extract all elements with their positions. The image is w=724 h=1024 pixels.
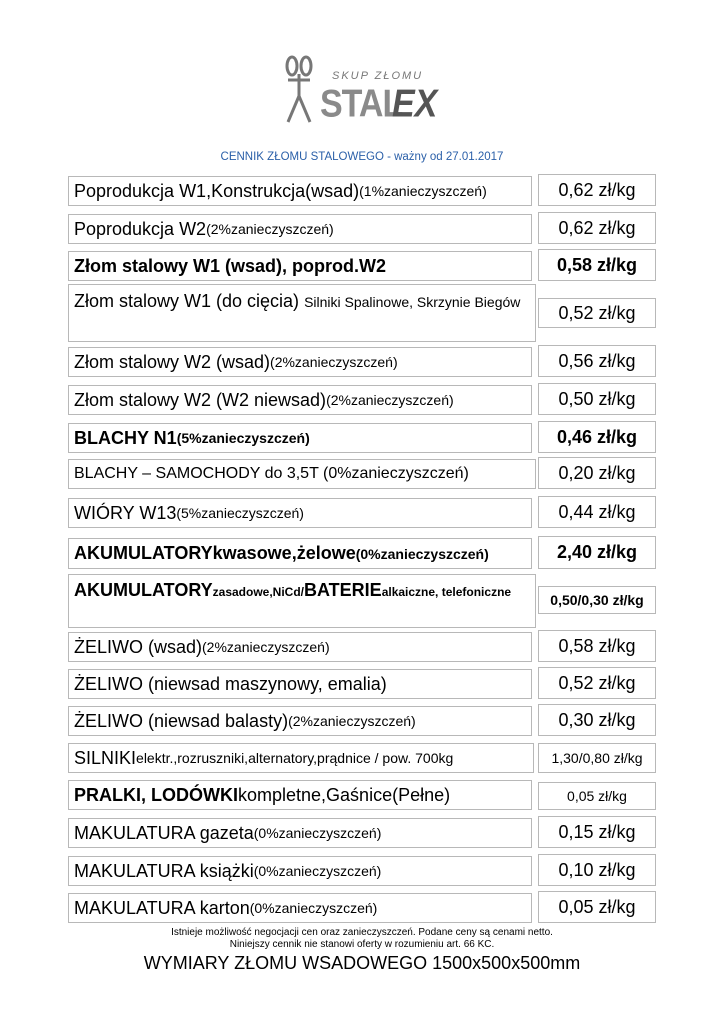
row-name: MAKULATURA książki (0%zanieczyszczeń) [68, 856, 532, 886]
row-price: 0,52 zł/kg [538, 298, 656, 328]
row-price: 0,15 zł/kg [538, 816, 656, 848]
row-price: 0,10 zł/kg [538, 854, 656, 886]
row-name: Złom stalowy W2 (wsad) (2%zanieczyszczeń) [68, 347, 532, 377]
footnote-negotiation: Istnieje możliwość negocjacji cen oraz zanieczyszczeń. Podane ceny są cenami netto. [171, 927, 553, 938]
row-price: 2,40 zł/kg [538, 536, 656, 569]
row-name: WIÓRY W13 (5%zanieczyszczeń) [68, 498, 532, 528]
logo-brand-b: EX [392, 82, 438, 126]
stalex-logo [280, 52, 440, 130]
row-name: Poprodukcja W1,Konstrukcja(wsad) (1%zanieczyszczeń) [68, 176, 532, 206]
dimensions-note: WYMIARY ZŁOMU WSADOWEGO 1500x500x500mm [143, 953, 581, 973]
row-price: 0,05 zł/kg [538, 891, 656, 923]
row-name: AKUMULATORYkwasowe,żelowe (0%zanieczyszczeń) [68, 538, 532, 569]
row-price: 0,58 zł/kg [538, 630, 656, 662]
row-price: 0,50 zł/kg [538, 383, 656, 415]
row-price: 0,30 zł/kg [538, 704, 656, 736]
row-name: ŻELIWO (niewsad balasty) (2%zanieczyszczeń) [68, 706, 532, 736]
row-name: Złom stalowy W1 (wsad), poprod.W2 [68, 251, 532, 281]
price-list-title: CENNIK ZŁOMU STALOWEGO - ważny od 27.01.2017 [220, 151, 504, 163]
row-price: 0,52 zł/kg [538, 667, 656, 699]
logo-brand-a: STAL [320, 82, 403, 126]
row-name: PRALKI, LODÓWKI kompletne,Gaśnice(Pełne) [68, 780, 532, 810]
row-price: 0,56 zł/kg [538, 345, 656, 377]
row-name: Złom stalowy W2 (W2 niewsad) (2%zanieczyszczeń) [68, 385, 532, 415]
footnote-disclaimer: Niniejszy cennik nie stanowi oferty w rozumieniu art. 66 KC. [229, 939, 495, 950]
row-name: MAKULATURA gazeta (0%zanieczyszczeń) [68, 818, 532, 848]
logo-tagline: SKUP ZŁOMU [332, 70, 424, 82]
row-price: 0,62 zł/kg [538, 212, 656, 244]
row-price: 0,20 zł/kg [538, 457, 656, 489]
row-name: Poprodukcja W2 (2%zanieczyszczeń) [68, 214, 532, 244]
row-price: 1,30/0,80 zł/kg [538, 743, 656, 773]
row-name: MAKULATURA karton (0%zanieczyszczeń) [68, 893, 532, 923]
row-price: 0,58 zł/kg [538, 249, 656, 281]
row-price: 0,50/0,30 zł/kg [538, 586, 656, 614]
row-price: 0,62 zł/kg [538, 174, 656, 206]
row-price: 0,05 zł/kg [538, 782, 656, 810]
row-price: 0,44 zł/kg [538, 496, 656, 528]
row-name: Złom stalowy W1 (do cięcia) Silniki Spalinowe, Skrzynie Biegów [68, 284, 536, 342]
row-name: ŻELIWO (niewsad maszynowy, emalia) [68, 669, 532, 699]
row-price: 0,46 zł/kg [538, 421, 656, 453]
row-name: SILNIKI elektr.,rozruszniki,alternatory,prądnice / pow. 700kg [68, 743, 534, 773]
row-name: ŻELIWO (wsad) (2%zanieczyszczeń) [68, 632, 532, 662]
row-name: AKUMULATORYzasadowe,NiCd/BATERIEalkaiczne, telefoniczne [68, 574, 536, 628]
row-name: BLACHY N1 (5%zanieczyszczeń) [68, 423, 532, 453]
row-name: BLACHY – SAMOCHODY do 3,5T (0%zanieczyszczeń) [68, 459, 536, 489]
